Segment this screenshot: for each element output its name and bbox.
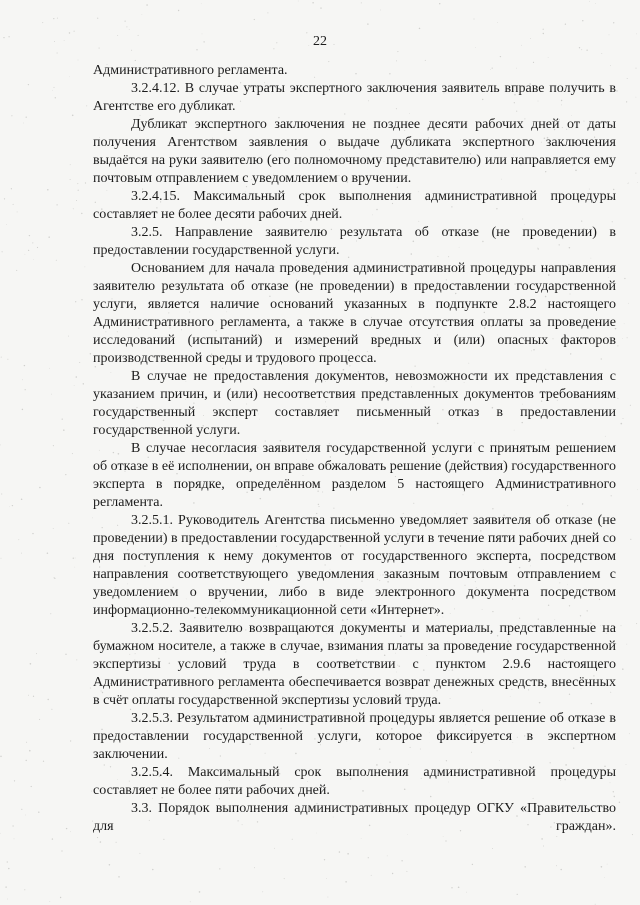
noise-dot xyxy=(11,188,12,189)
noise-dot xyxy=(626,764,627,765)
noise-dot xyxy=(621,625,622,626)
noise-dot xyxy=(70,164,71,165)
noise-dot xyxy=(13,204,14,205)
noise-dot xyxy=(139,853,140,854)
noise-dot xyxy=(560,869,562,871)
noise-dot xyxy=(406,871,407,872)
noise-dot xyxy=(28,695,29,696)
noise-dot xyxy=(500,56,501,57)
noise-dot xyxy=(78,190,79,191)
noise-dot xyxy=(30,663,32,665)
noise-dot xyxy=(582,20,583,21)
noise-dot xyxy=(85,267,86,268)
noise-dot xyxy=(267,12,268,13)
noise-dot xyxy=(24,365,25,366)
noise-dot xyxy=(368,857,369,858)
noise-dot xyxy=(472,864,473,865)
noise-dot xyxy=(47,553,48,554)
noise-dot xyxy=(6,224,7,225)
noise-dot xyxy=(126,26,127,27)
noise-dot xyxy=(199,891,201,893)
noise-dot xyxy=(43,761,44,762)
noise-dot xyxy=(55,97,56,98)
noise-dot xyxy=(274,848,275,849)
noise-dot xyxy=(624,278,625,279)
noise-dot xyxy=(24,889,25,890)
noise-dot xyxy=(56,204,57,205)
noise-dot xyxy=(22,379,23,380)
noise-dot xyxy=(146,4,148,6)
noise-dot xyxy=(617,345,618,346)
noise-dot xyxy=(425,60,426,61)
noise-dot xyxy=(622,668,624,670)
noise-dot xyxy=(517,894,518,895)
noise-dot xyxy=(39,719,40,720)
noise-dot xyxy=(458,887,460,889)
noise-dot xyxy=(622,338,623,339)
noise-dot xyxy=(327,897,328,898)
noise-dot xyxy=(75,558,76,559)
noise-dot xyxy=(77,183,78,184)
noise-dot xyxy=(81,299,82,300)
noise-dot xyxy=(439,3,440,4)
noise-dot xyxy=(361,2,362,3)
noise-dot xyxy=(52,90,53,91)
paragraph-6: Основанием для начала проведения административной процедуры направления заявителю результата об отказе (не проведении) в предоставлении государственной услуги, является наличие оснований указанных в подпункте 2.8.2 настоящего Административного регламента, а также в случае отсутствия оплаты за проведение исследований (испытаний) и измерений вредных и (или) опасных факторов производственной среды и трудового процесса. xyxy=(93,261,616,366)
noise-dot xyxy=(12,505,13,506)
noise-dot xyxy=(637,182,638,183)
noise-dot xyxy=(219,868,220,869)
noise-dot xyxy=(0,756,1,757)
noise-dot xyxy=(54,578,55,579)
noise-dot xyxy=(32,242,33,243)
noise-dot xyxy=(595,3,596,4)
noise-dot xyxy=(604,877,605,878)
noise-dot xyxy=(371,875,372,876)
noise-dot xyxy=(178,10,179,11)
noise-dot xyxy=(65,474,66,475)
noise-dot xyxy=(16,270,17,271)
noise-dot xyxy=(51,394,52,395)
noise-dot xyxy=(627,78,628,79)
noise-dot xyxy=(607,864,608,865)
noise-dot xyxy=(635,173,636,174)
noise-dot xyxy=(37,247,38,248)
noise-dot xyxy=(7,899,8,900)
noise-dot xyxy=(83,383,84,384)
noise-dot xyxy=(65,654,66,655)
noise-dot xyxy=(78,60,79,61)
noise-dot xyxy=(17,211,18,212)
noise-dot xyxy=(298,1,299,2)
noise-dot xyxy=(1,493,2,494)
noise-dot xyxy=(628,303,629,304)
noise-dot xyxy=(451,887,452,888)
noise-dot xyxy=(29,235,30,236)
noise-dot xyxy=(25,389,26,390)
noise-dot xyxy=(11,115,12,116)
paragraph-11: 3.2.5.3. Результатом административной процедуры является решение об отказе в предоставлении государственной услуги, которое фиксируется в экспертном заключении. xyxy=(93,711,616,762)
noise-dot xyxy=(627,183,628,184)
noise-dot xyxy=(623,418,624,419)
noise-dot xyxy=(152,869,154,871)
noise-dot xyxy=(392,873,393,874)
noise-dot xyxy=(324,859,325,860)
paragraph-8: В случае несогласия заявителя государственной услуги с принятым решением об отказе в её исполнении, он вправе обжаловать решение (действия) государственного эксперта в порядке, определённом разделом 5 настоящего Административного регламента. xyxy=(93,441,616,510)
paragraph-9: 3.2.5.1. Руководитель Агентства письменно уведомляет заявителя об отказе (не проведении) в предоставлении государственной услуги в течение пяти рабочих дней со дня поступления к нему документов от государственного эксперта, посредством направления соответствующего уведомления заказным почтовым отправлением с уведомлением о вручении, либо в виде электронного документа посредством информационно-телекоммуникационной сети «Интернет». xyxy=(93,513,616,618)
noise-dot xyxy=(8,868,10,870)
noise-dot xyxy=(51,709,52,710)
noise-dot xyxy=(25,254,26,255)
noise-dot xyxy=(76,659,77,660)
noise-dot xyxy=(380,10,381,11)
noise-dot xyxy=(72,453,73,454)
noise-dot xyxy=(61,850,62,851)
noise-dot xyxy=(129,29,130,30)
noise-dot xyxy=(326,878,327,879)
noise-dot xyxy=(31,786,32,787)
noise-dot xyxy=(284,878,285,879)
noise-dot xyxy=(135,60,136,61)
noise-dot xyxy=(636,623,637,624)
noise-dot xyxy=(14,839,15,840)
noise-dot xyxy=(68,523,69,524)
noise-dot xyxy=(0,444,1,445)
noise-dot xyxy=(53,87,54,88)
noise-dot xyxy=(466,892,467,893)
noise-dot xyxy=(9,507,10,508)
noise-dot xyxy=(7,359,8,360)
noise-dot xyxy=(53,445,54,446)
noise-dot xyxy=(347,853,349,855)
noise-dot xyxy=(49,901,50,902)
noise-dot xyxy=(543,846,544,847)
document-body xyxy=(93,62,616,836)
noise-dot xyxy=(1,357,2,358)
noise-dot xyxy=(47,189,49,191)
noise-dot xyxy=(621,423,623,425)
noise-dot xyxy=(601,53,602,54)
noise-dot xyxy=(81,213,82,214)
noise-dot xyxy=(474,19,475,20)
noise-dot xyxy=(589,1,590,2)
noise-dot xyxy=(556,865,557,866)
noise-dot xyxy=(38,811,39,812)
noise-dot xyxy=(73,208,74,209)
noise-dot xyxy=(60,897,61,898)
noise-dot xyxy=(75,301,76,302)
noise-dot xyxy=(419,28,421,30)
page-number: 22 xyxy=(313,34,327,49)
noise-dot xyxy=(42,22,43,23)
noise-dot xyxy=(97,837,98,838)
noise-dot xyxy=(613,22,614,23)
noise-dot xyxy=(387,856,388,857)
noise-dot xyxy=(52,838,53,839)
noise-dot xyxy=(21,809,22,810)
noise-dot xyxy=(33,259,34,260)
noise-dot xyxy=(23,123,24,124)
paragraph-12: 3.2.5.4. Максимальный срок выполнения административной процедуры составляет не более пяти рабочих дней. xyxy=(93,765,616,798)
noise-dot xyxy=(47,699,48,700)
noise-dot xyxy=(345,881,346,882)
noise-dot xyxy=(72,115,74,117)
noise-dot xyxy=(70,740,71,741)
noise-dot xyxy=(636,97,637,98)
noise-dot xyxy=(201,4,202,5)
noise-dot xyxy=(21,498,23,500)
noise-dot xyxy=(57,52,58,53)
noise-dot xyxy=(616,90,617,91)
noise-dot xyxy=(74,567,75,568)
noise-dot xyxy=(12,825,13,826)
noise-dot xyxy=(50,613,51,614)
noise-dot xyxy=(339,851,341,853)
noise-dot xyxy=(49,368,50,369)
noise-dot xyxy=(70,831,71,832)
noise-dot xyxy=(637,489,638,490)
paragraph-7: В случае не предоставления документов, невозможности их представления с указанием причин, и (или) несоответствия представленных документов требованиям государственный эксперт составляет письменный отказ в предоставлении государственной услуги. xyxy=(93,369,616,438)
noise-dot xyxy=(14,780,15,781)
noise-dot xyxy=(497,22,498,23)
noise-dot xyxy=(524,866,525,867)
noise-dot xyxy=(361,838,362,839)
noise-dot xyxy=(26,760,27,761)
paragraph-13: 3.3. Порядок выполнения административных процедур ОГКУ «Правительство для граждан». xyxy=(93,801,616,834)
noise-dot xyxy=(635,68,636,69)
noise-dot xyxy=(626,101,627,102)
noise-dot xyxy=(548,57,549,58)
noise-dot xyxy=(74,385,75,386)
paragraph-2: 3.2.4.12. В случае утраты экспертного заключения заявитель вправе получить в Агентстве его дубликат. xyxy=(93,81,616,114)
noise-dot xyxy=(601,866,603,868)
noise-dot xyxy=(100,841,102,843)
noise-dot xyxy=(73,558,74,559)
noise-dot xyxy=(90,688,91,689)
noise-dot xyxy=(76,376,78,378)
noise-dot xyxy=(109,864,111,866)
noise-dot xyxy=(62,418,63,419)
paragraph-5: 3.2.5. Направление заявителю результата об отказе (не проведении) в предоставлении государственной услуги. xyxy=(93,225,616,258)
noise-dot xyxy=(367,23,368,24)
noise-dot xyxy=(401,860,402,861)
noise-dot xyxy=(66,828,67,829)
noise-dot xyxy=(22,409,24,411)
noise-dot xyxy=(18,539,19,540)
noise-dot xyxy=(86,105,87,106)
noise-dot xyxy=(28,250,29,251)
noise-dot xyxy=(90,353,92,355)
noise-dot xyxy=(443,836,444,837)
noise-dot xyxy=(617,398,618,399)
noise-dot xyxy=(556,836,557,837)
noise-dot xyxy=(25,815,26,816)
paragraph-10: 3.2.5.2. Заявителю возвращаются документы и материалы, представленные на бумажном носителе, а также в случае, взимания платы за проведение государственной экспертизы условий труда в соответствии с пунктом 2.9.6 настоящего Административного регламента обеспечивается возврат денежных средств, внесённых в счёт оплаты государственной экспертизы условий труда. xyxy=(93,621,616,708)
noise-dot xyxy=(619,802,620,803)
noise-dot xyxy=(125,21,126,22)
noise-dot xyxy=(53,18,54,19)
noise-dot xyxy=(85,182,86,183)
noise-dot xyxy=(118,876,119,877)
noise-dot xyxy=(48,236,50,238)
noise-dot xyxy=(79,362,80,363)
noise-dot xyxy=(97,18,98,19)
noise-dot xyxy=(626,644,627,645)
noise-dot xyxy=(32,533,33,534)
noise-dot xyxy=(7,861,8,862)
noise-dot xyxy=(543,29,544,30)
paragraph-4: 3.2.4.15. Максимальный срок выполнения административной процедуры составляет не более десяти рабочих дней. xyxy=(93,189,616,222)
noise-dot xyxy=(262,891,263,892)
noise-dot xyxy=(36,653,37,654)
noise-dot xyxy=(163,839,164,840)
noise-dot xyxy=(492,848,493,849)
noise-dot xyxy=(56,260,57,261)
noise-dot xyxy=(142,14,143,15)
noise-dot xyxy=(632,834,633,835)
noise-dot xyxy=(627,337,628,338)
noise-dot xyxy=(29,750,31,752)
noise-dot xyxy=(624,323,625,324)
noise-dot xyxy=(39,487,41,489)
noise-dot xyxy=(630,539,631,540)
noise-dot xyxy=(320,7,321,8)
noise-dot xyxy=(312,2,314,4)
noise-dot xyxy=(70,179,71,180)
noise-dot xyxy=(21,553,22,554)
paragraph-3: Дубликат экспертного заключения не позднее десяти рабочих дней от даты получения Агентством заявления о выдаче дубликата экспертного заключения выдаётся на руки заявителю (его полномочному представителю) или направляется ему почтовым отправлением с уведомлением о вручении. xyxy=(93,117,616,186)
noise-dot xyxy=(541,838,543,840)
noise-dot xyxy=(53,528,54,529)
noise-dot xyxy=(254,19,255,20)
noise-dot xyxy=(74,31,75,32)
noise-dot xyxy=(28,84,29,85)
noise-dot xyxy=(190,901,191,902)
noise-dot xyxy=(5,886,6,887)
noise-dot xyxy=(54,577,55,578)
noise-dot xyxy=(26,742,27,743)
noise-dot xyxy=(116,842,117,843)
noise-dot xyxy=(628,183,629,184)
paragraph-1: Административного регламента. xyxy=(93,63,288,78)
noise-dot xyxy=(69,77,70,78)
noise-dot xyxy=(26,117,27,118)
noise-dot xyxy=(2,251,3,252)
noise-dot xyxy=(292,839,293,840)
noise-dot xyxy=(68,336,69,337)
noise-dot xyxy=(4,198,5,199)
noise-dot xyxy=(1,558,2,559)
noise-dot xyxy=(57,18,58,19)
noise-dot xyxy=(630,405,631,406)
noise-dot xyxy=(254,867,255,868)
noise-dot xyxy=(445,840,446,841)
noise-dot xyxy=(63,429,65,431)
noise-dot xyxy=(397,51,398,52)
noise-dot xyxy=(629,733,630,734)
noise-dot xyxy=(76,200,77,201)
noise-dot xyxy=(565,24,566,25)
noise-dot xyxy=(33,696,34,697)
